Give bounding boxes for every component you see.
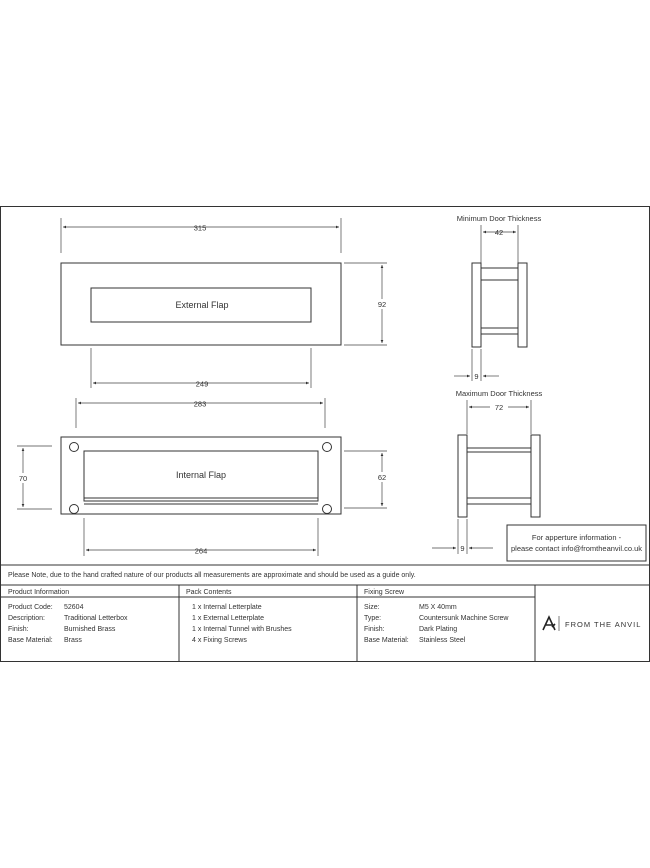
dim-internal-height: 70 bbox=[18, 474, 28, 483]
fixing-screw-label: Type: bbox=[364, 615, 382, 622]
max-door-side-view bbox=[432, 389, 543, 554]
external-plate-view bbox=[61, 218, 388, 389]
product-info-value: Burnished Brass bbox=[64, 626, 116, 633]
dim-min-door-plate: 9 bbox=[474, 372, 479, 381]
dim-internal-width: 283 bbox=[193, 399, 207, 409]
apperture-note-line2: please contact info@fromtheanvil.co.uk bbox=[510, 544, 643, 553]
pack-contents-item: 4 x Fixing Screws bbox=[192, 637, 247, 644]
brand-logo bbox=[543, 616, 641, 631]
dim-internal-slot-width: 264 bbox=[194, 546, 208, 556]
product-info-label: Finish: bbox=[8, 626, 29, 633]
product-info-label: Base Material: bbox=[8, 637, 53, 644]
dim-internal-slot-height: 62 bbox=[377, 473, 387, 482]
technical-drawing-sheet bbox=[0, 206, 650, 662]
screw-hole-top-right bbox=[323, 443, 332, 452]
dim-max-door-plate: 9 bbox=[460, 544, 465, 553]
fixing-screw-label: Size: bbox=[364, 604, 380, 611]
fixing-screw-value: Stainless Steel bbox=[419, 637, 466, 644]
dim-external-slot-width: 249 bbox=[195, 379, 209, 389]
brand-name: FROM THE ANVIL bbox=[565, 620, 642, 629]
dim-min-door-thickness: 42 bbox=[494, 228, 504, 237]
external-flap-label: External Flap bbox=[175, 300, 229, 310]
product-info-label: Product Code: bbox=[8, 604, 53, 611]
min-door-title: Minimum Door Thickness bbox=[456, 214, 542, 223]
min-door-side-view bbox=[454, 214, 541, 381]
pack-contents-item: 1 x Internal Letterplate bbox=[192, 604, 262, 611]
product-info-header: Product Information bbox=[8, 589, 70, 596]
screw-hole-top-left bbox=[70, 443, 79, 452]
sheet-border bbox=[1, 207, 650, 662]
product-info-value: Brass bbox=[64, 637, 82, 644]
screw-hole-bottom-left bbox=[70, 505, 79, 514]
fixing-screw-label: Finish: bbox=[364, 626, 385, 633]
apperture-note-line1: For apperture information - bbox=[531, 533, 622, 542]
apperture-note bbox=[507, 525, 646, 561]
dim-external-height: 92 bbox=[377, 300, 387, 309]
pack-contents-item: 1 x Internal Tunnel with Brushes bbox=[192, 626, 292, 633]
dim-max-door-thickness: 72 bbox=[494, 403, 504, 412]
pack-contents-item: 1 x External Letterplate bbox=[192, 615, 264, 622]
internal-flap-label: Internal Flap bbox=[175, 470, 227, 480]
fixing-screw-header: Fixing Screw bbox=[364, 589, 405, 596]
dim-external-width: 315 bbox=[193, 223, 207, 233]
info-table bbox=[0, 565, 650, 662]
disclaimer-text: Please Note, due to the hand crafted nature of our products all measurements are approximate and should be used as a guide only. bbox=[8, 572, 416, 579]
screw-hole-bottom-right bbox=[323, 505, 332, 514]
fixing-screw-value: Dark Plating bbox=[419, 626, 458, 633]
fixing-screw-value: Countersunk Machine Screw bbox=[419, 615, 509, 622]
product-info-value: Traditional Letterbox bbox=[64, 615, 128, 622]
internal-plate-view bbox=[17, 398, 388, 556]
anvil-logo-icon bbox=[543, 617, 555, 630]
pack-contents-header: Pack Contents bbox=[186, 589, 232, 596]
product-info-label: Description: bbox=[8, 615, 45, 622]
fixing-screw-value: M5 X 40mm bbox=[419, 604, 457, 611]
fixing-screw-label: Base Material: bbox=[364, 637, 409, 644]
max-door-title: Maximum Door Thickness bbox=[455, 389, 543, 398]
product-info-value: 52604 bbox=[64, 604, 84, 611]
